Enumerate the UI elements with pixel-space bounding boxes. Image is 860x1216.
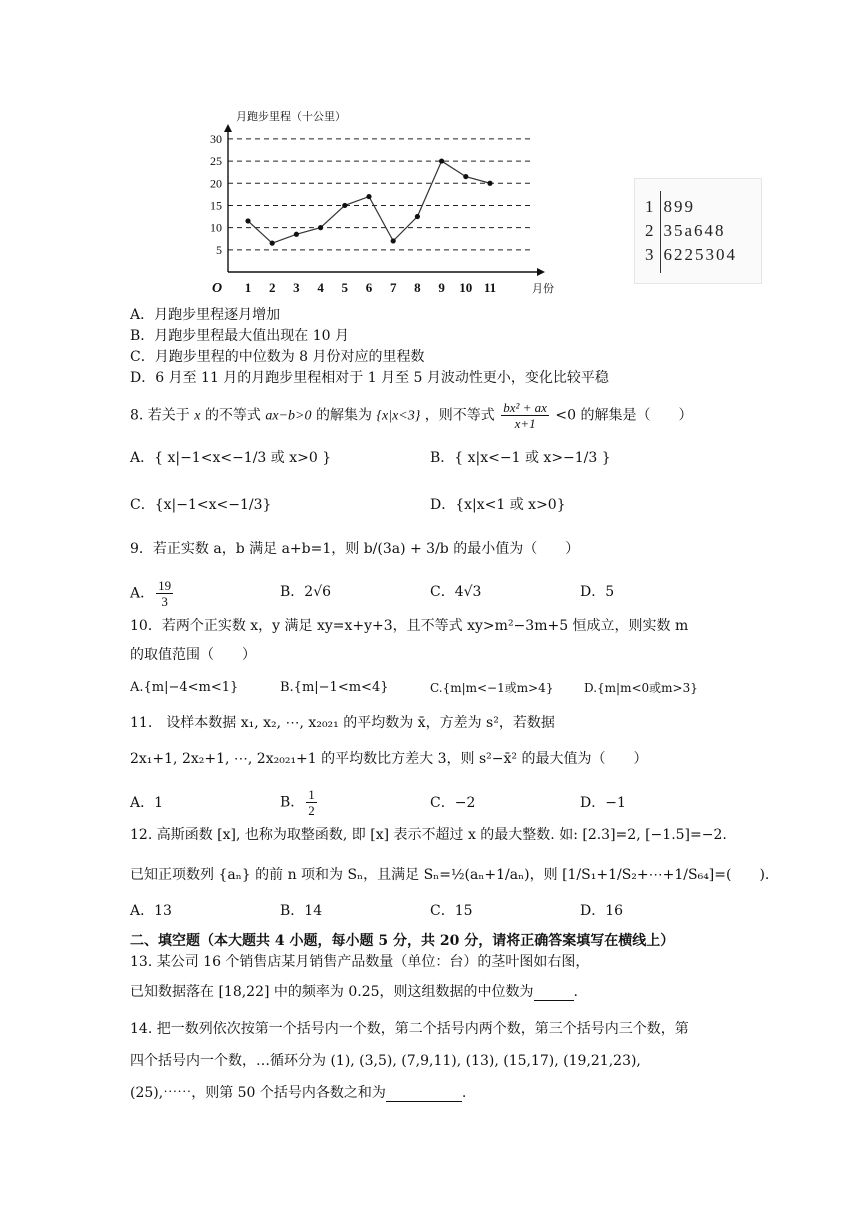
q9-option-b: B．2√6 [280,584,332,600]
x-tick-label: 9 [438,280,445,295]
q8-option-d: D．{x|x<1 或 x>0} [430,497,566,513]
x-tick-label: 2 [268,280,276,295]
q8-text: ，则不等式 [424,407,495,424]
data-point [463,174,468,179]
q8-stem: 8. 若关于 x 的不等式 ax−b>0 的解集为 {x|x<3} ，则不等式 $\frac{\text{bx² + ax}}{x+1}$ <0 的解集是（ ） [130,400,693,431]
y-tick-label: 25 [210,154,222,169]
y-tick-label: 10 [210,220,222,235]
x-tick-label: 4 [317,280,324,295]
q10-option-d: D.{m|m<0或m>3} [584,681,698,695]
q11-stem-2: 2x₁+1, 2x₂+1, ⋯, 2x₂₀₂₁+1 的平均数比方差大 3，则 s²−x̄² 的最大值为（ ） [130,751,648,767]
q8-option-a: A．{ x|−1<x<−1/3 或 x>0 } [130,450,332,466]
q10-stem-1: 10．若两个正实数 x，y 满足 xy=x+y+3，且不等式 xy>m²−3m+5 恒成立，则实数 m [130,618,689,634]
q13-answer-blank[interactable] [534,986,574,1001]
x-tick-label: 8 [414,280,421,295]
q11-option-b: B． $\frac{1}{2}$ [280,787,315,818]
data-point [318,225,323,230]
x-axis-label: 月份 [532,283,554,295]
q14-line-3 [130,1084,466,1102]
origin-label: O [212,281,223,296]
q12-stem-1: 12. 高斯函数 [x], 也称为取整函数, 即 [x] 表示不超过 x 的最大整数. 如: [2.3]=2, [−1.5]=−2. [130,827,727,843]
y-axis-arrow [224,124,232,132]
q14-line-1: 14. 把一数列依次按第一个括号内一个数，第二个括号内两个数，第三个括号内三个数，第 [130,1021,689,1037]
q9-option-d: D．5 [580,584,615,600]
q10-option-a: A.{m|−4<m<1} [130,680,239,695]
series-line [248,161,490,243]
q8-option-b: B．{ x|x<−1 或 x>−1/3 } [430,450,611,466]
leaf-values: 899 [663,197,695,216]
x-tick-label: 1 [244,280,252,295]
q11-stem-1: 11. 设样本数据 x₁, x₂, ⋯, x₂₀₂₁ 的平均数为 x̄，方差为 s²，若数据 [130,715,555,731]
stem-value: 3 [645,245,656,264]
stem-leaf-row-2 [645,221,726,241]
q8-option-c: C．{x|−1<x<−1/3} [130,497,272,513]
q14-period: . [461,1085,467,1101]
q8-text: 的解集为 [315,407,372,424]
stem-leaf-row-3 [645,245,737,265]
q11-b-fraction: $\frac{1}{2}$ [308,787,315,818]
q8-text: <0 的解集是（ ） [555,407,693,424]
q10-stem-2: 的取值范围（ ） [130,647,256,663]
q14-line-2: 四个括号内一个数，…循环分为 (1), (3,5), (7,9,11), (13), (15,17), (19,21,23), [130,1053,641,1069]
q7-option-d: D．6 月至 11 月的月跑步里程相对于 1 月至 5 月波动性更小，变化比较平稳 [130,370,609,386]
data-point [415,214,420,219]
q10-option-c: C.{m|m<−1或m>4} [430,681,554,695]
q12-option-b: B．14 [280,903,323,919]
y-tick-label: 30 [210,131,222,146]
q12-option-d: D．16 [580,903,624,919]
section-2-title: 二、填空题（本大题共 4 小题，每小题 5 分，共 20 分，请将正确答案填写在横线上） [130,933,675,949]
data-point [342,203,347,208]
stem-value: 2 [645,221,656,240]
data-point [245,218,250,223]
q9-option-c: C．4√3 [430,584,482,600]
q13-text: 已知数据落在 [18,22] 中的频率为 0.25，则这组数据的中位数为 [130,984,534,1000]
q8-fraction: $\frac{\text{bx² + ax}}{x+1}$ [503,400,547,431]
q14-answer-blank[interactable] [386,1087,462,1102]
q8-text: 8. 若关于 [130,407,190,424]
q9-option-a: A． $\frac{19}{3}$ [130,578,172,609]
q14-text: (25),⋯⋯，则第 50 个括号内各数之和为 [130,1085,386,1101]
y-tick-label: 15 [210,198,222,213]
x-axis-arrow [537,268,545,276]
x-tick-label: 7 [389,280,397,295]
x-tick-label: 11 [483,280,497,295]
q13-period: . [573,984,578,1000]
x-tick-label: 6 [365,280,373,295]
q10-option-b: B.{m|−1<m<4} [280,680,389,695]
q7-option-b: B．月跑步里程最大值出现在 10 月 [130,328,350,344]
q8-solution-set: {x|x<3} [376,408,421,424]
q11-option-a: A．1 [130,795,164,811]
q7-option-a: A．月跑步里程逐月增加 [130,307,281,323]
q11-option-c: C．−2 [430,795,476,811]
q12-option-a: A．13 [130,903,172,919]
leaf-values: 6225304 [663,245,737,264]
x-tick-label: 3 [293,280,300,295]
y-tick-label: 20 [210,176,222,191]
q8-text: 的不等式 [204,407,261,424]
y-tick-label: 5 [216,242,222,257]
y-axis-label: 月跑步里程（十公里） [236,111,346,123]
stem-leaf-plot [634,178,762,284]
q8-inequality: ax−b>0 [265,408,312,424]
q13-line-2 [130,983,578,1001]
q12-option-c: C．15 [430,903,473,919]
data-point [391,238,396,243]
data-point [366,194,371,199]
stem-leaf-row-1 [645,197,695,217]
data-point [294,232,299,237]
stem-value: 1 [645,197,656,216]
x-tick-label: 5 [341,280,349,295]
q11-option-d: D．−1 [580,795,626,811]
q12-stem-2: 已知正项数列 {aₙ} 的前 n 项和为 Sₙ，且满足 Sₙ=½(aₙ+1/aₙ)，则 [1/S₁+1/S₂+⋯+1/S₆₄]=( ). [130,867,770,883]
running-mileage-chart [200,100,560,300]
x-tick-label: 10 [459,280,473,295]
q9-a-fraction: $\frac{19}{3}$ [158,578,172,609]
leaf-values: 35a648 [663,221,726,240]
data-point [487,181,492,186]
q13-line-1: 13. 某公司 16 个销售店某月销售产品数量（单位：台）的茎叶图如右图， [130,954,590,970]
q7-option-c: C．月跑步里程的中位数为 8 月份对应的里程数 [130,349,425,365]
data-point [270,241,275,246]
data-point [439,158,444,163]
q9-stem: 9．若正实数 a，b 满足 a+b=1，则 b/(3a) + 3/b 的最小值为（ ） [130,541,580,557]
